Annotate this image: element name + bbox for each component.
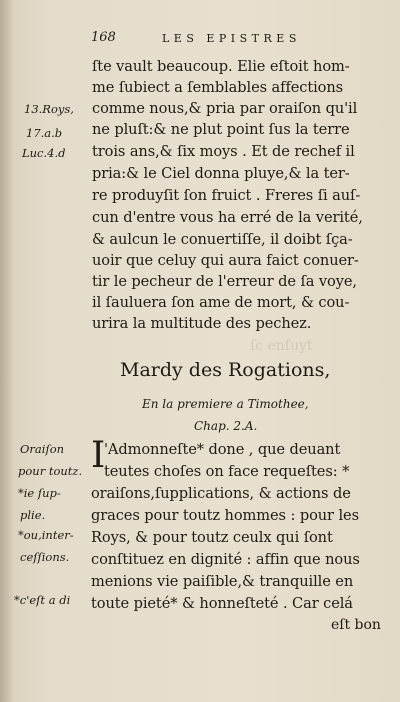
margin-note: 17.a.b [26, 126, 63, 140]
body-line: trois ans,& ſix moys . Et de rechef il [92, 143, 355, 160]
margin-note: plie. [20, 508, 46, 522]
body-line: graces pour toutz hommes : pour les [91, 507, 359, 524]
margin-note: *ie ſup- [18, 486, 61, 500]
body-line: 'Admonneſte* done , que deuant [104, 441, 341, 458]
body-line: menions vie paiſible,& tranquille en [91, 573, 354, 590]
body-line: uoir que celuy qui aura faict conuer- [92, 252, 359, 269]
body-line: conſtituez en dignité : affin que nous [91, 551, 360, 568]
gutter-shadow [0, 0, 14, 702]
body-line: oraiſons,ſupplications, & actions de [91, 485, 351, 502]
margin-note: Oraiſon [20, 442, 65, 456]
body-line: pria:& le Ciel donna pluye,& la ter- [92, 165, 350, 182]
body-line: tir le pecheur de l'erreur de ſa voye, [92, 273, 357, 290]
body-line: me ſubiect a ſemblables affections [92, 79, 344, 96]
body-line: re produyſit ſon fruict . Freres ſi auſ- [92, 187, 361, 204]
body-line: & aulcun le conuertiſſe, il doibt ſça- [92, 231, 353, 248]
section-heading: Mardy des Rogations, [120, 359, 331, 381]
body-line: toute pieté* & honneſteté . Car celá [91, 595, 353, 612]
margin-note: Luc.4.d [22, 146, 66, 160]
body-line: teutes choſes on face requeſtes: * [104, 463, 350, 480]
body-line: il ſauluera ſon ame de mort, & cou- [92, 294, 350, 311]
body-line: cun d'entre vous ha erré de la verité, [92, 209, 363, 226]
show-through-text: ſc enſuyt [250, 338, 313, 354]
margin-note: 13.Roys, [24, 102, 74, 116]
section-subheading: En la premiere a Timothee, [142, 397, 309, 411]
running-title: LES EPISTRES [162, 32, 301, 45]
body-line: ne pluſt:& ne plut point ſus la terre [92, 121, 350, 138]
margin-note: pour toutz. [18, 464, 83, 478]
drop-capital: I [91, 435, 106, 476]
body-line: comme nous,& pria par oraiſon qu'il [92, 100, 358, 117]
chapter-label: Chap. 2.A. [194, 419, 258, 433]
body-line: Roys, & pour toutz ceulx qui ſont [91, 529, 333, 546]
body-line: ſte vault beaucoup. Elie eſtoit hom- [92, 58, 350, 75]
margin-note: ceſſions. [20, 550, 70, 564]
page-number: 168 [91, 30, 116, 45]
margin-note: *ou,inter- [18, 528, 74, 542]
body-line: urira la multitude des pechez. [92, 315, 312, 332]
catchword: eſt bon [331, 617, 381, 633]
margin-note: *c'eſt a di [14, 593, 71, 607]
